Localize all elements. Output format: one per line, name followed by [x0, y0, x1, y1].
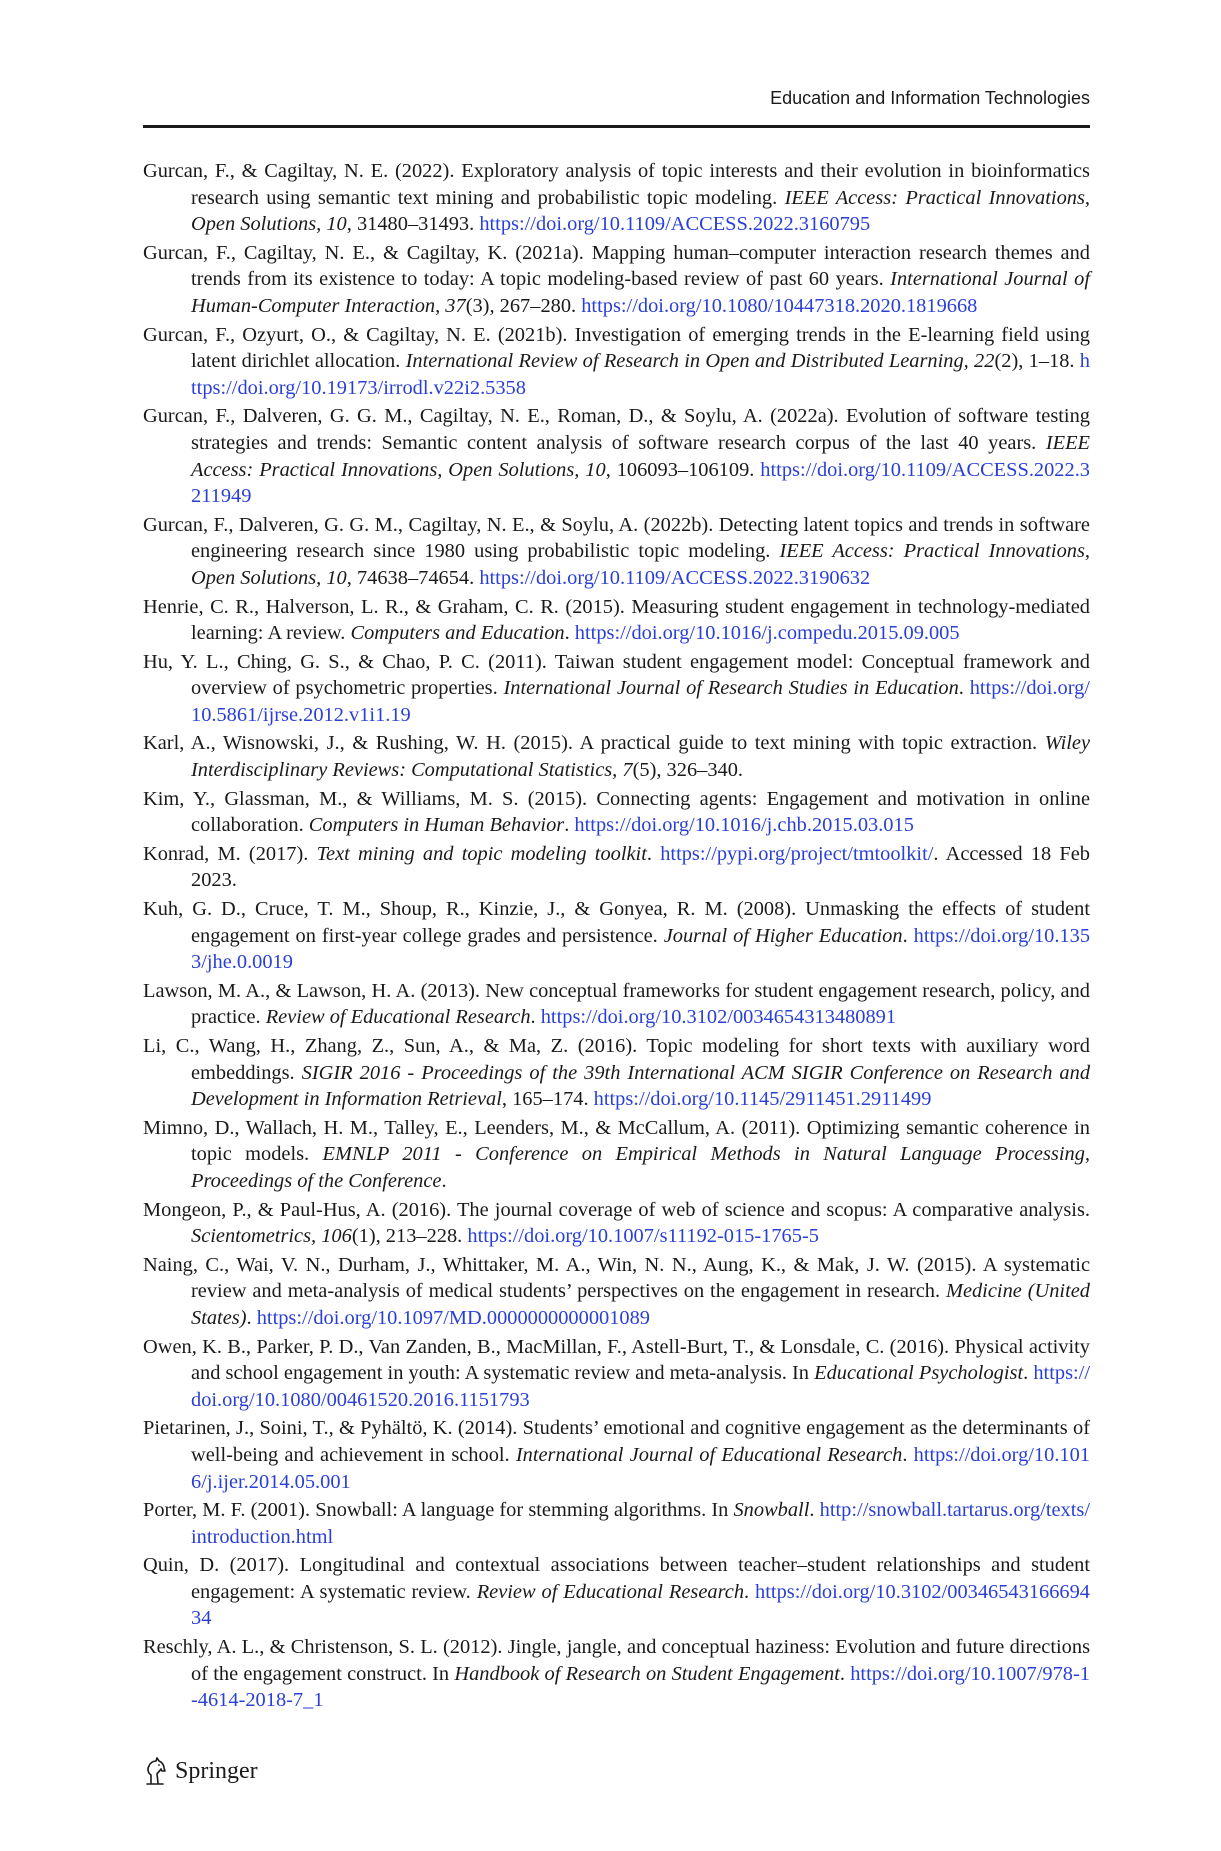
- doi-link[interactable]: https://doi.org/10.3102/0034654316669434: [191, 1580, 1090, 1630]
- doi-link[interactable]: https://doi.org/10.19173/irrodl.v22i2.5358: [191, 350, 1090, 399]
- ref-source: Computers in Human Behavior: [308, 814, 565, 837]
- doi-link[interactable]: https://doi.org/10.1016/j.ijer.2014.05.001: [191, 1443, 1090, 1493]
- ref-text: , 74638–74654.: [346, 566, 480, 589]
- running-head: Education and Information Technologies: [770, 88, 1090, 108]
- reference-entry: [143, 649, 1090, 729]
- ref-text: Mimno, D., Wallach, H. M., Talley, E., Leenders, M., & McCallum, A. (2011). Optimizing semantic coherence in topic models.: [143, 1116, 1090, 1166]
- reference-entry: [143, 1033, 1090, 1113]
- reference-entry: [143, 240, 1090, 320]
- ref-text: .: [246, 1306, 257, 1329]
- ref-text: .: [530, 1006, 541, 1029]
- ref-source: Snowball: [733, 1499, 810, 1522]
- ref-source: International Journal of Human-Computer Interaction, 37: [191, 268, 1090, 317]
- ref-text: .: [839, 1662, 851, 1685]
- reference-entry: [143, 1334, 1090, 1414]
- doi-link[interactable]: https://doi.org/10.1353/jhe.0.0019: [191, 924, 1091, 974]
- url-link[interactable]: https://pypi.org/project/tmtoolkit/: [660, 842, 934, 865]
- ref-text: , 165–174.: [501, 1088, 594, 1111]
- ref-text: .: [441, 1169, 447, 1192]
- doi-link[interactable]: https://doi.org/10.3102/0034654313480891: [540, 1006, 897, 1029]
- ref-text: . Accessed 18 Feb 2023.: [191, 842, 1090, 892]
- doi-link[interactable]: https://doi.org/10.1109/ACCESS.2022.3190632: [479, 566, 871, 589]
- reference-entry: [143, 512, 1090, 592]
- doi-link[interactable]: https://doi.org/10.1145/2911451.2911499: [593, 1088, 932, 1111]
- reference-entry: [143, 594, 1090, 647]
- ref-text: .: [646, 842, 661, 865]
- ref-text: , 106093–106109.: [605, 458, 761, 481]
- ref-text: Quin, D. (2017). Longitudinal and contextual associations between teacher–student relationships and student engagement: A systematic review.: [143, 1554, 1090, 1603]
- ref-text: Naing, C., Wai, V. N., Durham, J., Whittaker, M. A., Win, N. N., Aung, K., & Mak, J. W. (2015). A systematic review and meta-analysis of medical students’ perspectives on the engagement in research.: [143, 1253, 1090, 1303]
- reference-list: [143, 158, 1090, 1716]
- reference-entry: [143, 322, 1090, 402]
- ref-source: Handbook of Research on Student Engagement: [454, 1662, 840, 1685]
- ref-text: Pietarinen, J., Soini, T., & Pyhältö, K. (2014). Students’ emotional and cognitive engagement as the determinants of well-being and achievement in school.: [143, 1417, 1090, 1466]
- doi-link[interactable]: https://doi.org/10.1097/MD.0000000000001089: [256, 1306, 650, 1329]
- ref-source: Computers and Education: [350, 622, 565, 645]
- reference-entry: [143, 158, 1090, 238]
- ref-source: Review of Educational Research: [476, 1580, 745, 1603]
- ref-source: IEEE Access: Practical Innovations, Open Solutions, 10: [191, 431, 1090, 481]
- reference-entry: [143, 1415, 1090, 1495]
- ref-source: International Journal of Research Studies in Education: [503, 677, 959, 700]
- ref-text: .: [902, 924, 914, 947]
- ref-text: Owen, K. B., Parker, P. D., Van Zanden, B., MacMillan, F., Astell-Burt, T., & Lonsdale, C. (2016). Physical activity and school engagement in youth: A systematic review and meta-analysis. In: [143, 1335, 1090, 1385]
- ref-text: Kuh, G. D., Cruce, T. M., Shoup, R., Kinzie, J., & Gonyea, R. M. (2008). Unmasking the effects of student engagement on first-year college grades and persistence.: [143, 898, 1090, 947]
- ref-source: IEEE Access: Practical Innovations, Open Solutions, 10: [191, 186, 1090, 236]
- ref-source: Text mining and topic modeling toolkit: [316, 842, 647, 865]
- doi-link[interactable]: https://doi.org/10.1109/ACCESS.2022.3211949: [191, 458, 1090, 508]
- ref-text: Henrie, C. R., Halverson, L. R., & Graham, C. R. (2015). Measuring student engagement in technology-mediated learning: A review.: [143, 595, 1090, 645]
- ref-text: Karl, A., Wisnowski, J., & Rushing, W. H. (2015). A practical guide to text mining with topic extraction.: [143, 732, 1045, 755]
- doi-link[interactable]: https://doi.org/10.1007/s11192-015-1765-5: [467, 1225, 819, 1248]
- ref-source: Educational Psychologist: [814, 1362, 1024, 1385]
- ref-text: .: [958, 677, 970, 700]
- ref-source: SIGIR 2016 - Proceedings of the 39th International ACM SIGIR Conference on Research and Development in Information Retrieval: [191, 1061, 1091, 1111]
- doi-link[interactable]: https://doi.org/10.1080/10447318.2020.1819668: [581, 294, 978, 317]
- reference-entry: [143, 1115, 1090, 1195]
- ref-source: Scientometrics, 106: [191, 1225, 352, 1248]
- reference-entry: [143, 730, 1090, 783]
- ref-source: Wiley Interdisciplinary Reviews: Computational Statistics, 7: [191, 732, 1090, 782]
- doi-link[interactable]: https://doi.org/10.1007/978-1-4614-2018-7_1: [191, 1662, 1090, 1712]
- doi-link[interactable]: https://doi.org/10.5861/ijrse.2012.v1i1.19: [191, 677, 1090, 726]
- ref-source: Review of Educational Research: [265, 1006, 531, 1029]
- ref-source: IEEE Access: Practical Innovations, Open Solutions, 10: [191, 540, 1090, 589]
- ref-text: Porter, M. F. (2001). Snowball: A language for stemming algorithms. In: [143, 1499, 734, 1522]
- ref-text: Mongeon, P., & Paul-Hus, A. (2016). The journal coverage of web of science and scopus: A comparative analysis.: [143, 1198, 1090, 1221]
- ref-text: .: [564, 622, 575, 645]
- reference-entry: [143, 896, 1090, 976]
- page-footer: [143, 1755, 258, 1787]
- doi-link[interactable]: https://doi.org/10.1016/j.chb.2015.03.015: [574, 814, 914, 837]
- ref-text: Reschly, A. L., & Christenson, S. L. (2012). Jingle, jangle, and conceptual haziness: Evolution and future directions of the engagement construct. In: [143, 1636, 1090, 1685]
- reference-entry: [143, 1197, 1090, 1250]
- ref-text: .: [744, 1580, 756, 1603]
- ref-text: Gurcan, F., Ozyurt, O., & Cagiltay, N. E. (2021b). Investigation of emerging trends in the E-learning field using latent dirichlet allocation.: [143, 323, 1090, 373]
- ref-source: EMNLP 2011 - Conference on Empirical Methods in Natural Language Processing, Proceedings of the Conference: [191, 1143, 1090, 1192]
- reference-entry: [143, 1634, 1090, 1714]
- reference-entry: [143, 1497, 1090, 1550]
- ref-text: Lawson, M. A., & Lawson, H. A. (2013). New conceptual frameworks for student engagement research, policy, and practice.: [143, 979, 1090, 1029]
- ref-source: Journal of Higher Education: [663, 924, 903, 947]
- header-rule: [143, 125, 1090, 128]
- ref-text: Li, C., Wang, H., Zhang, Z., Sun, A., & Ma, Z. (2016). Topic modeling for short texts with auxiliary word embeddings.: [143, 1035, 1090, 1084]
- ref-text: .: [1023, 1362, 1034, 1385]
- ref-source: International Review of Research in Open and Distributed Learning, 22: [405, 350, 995, 373]
- ref-text: (2), 1–18.: [994, 350, 1080, 373]
- reference-entry: [143, 978, 1090, 1031]
- doi-link[interactable]: https://doi.org/10.1080/00461520.2016.1151793: [191, 1362, 1090, 1411]
- ref-text: Kim, Y., Glassman, M., & Williams, M. S. (2015). Connecting agents: Engagement and motivation in online collaboration.: [143, 787, 1090, 837]
- ref-text: Gurcan, F., Cagiltay, N. E., & Cagiltay, K. (2021a). Mapping human–computer interaction research themes and trends from its existence to today: A topic modeling-based review of past 60 years.: [143, 241, 1090, 291]
- doi-link[interactable]: https://doi.org/10.1109/ACCESS.2022.3160795: [479, 213, 871, 236]
- reference-entry: [143, 841, 1090, 894]
- ref-text: .: [902, 1443, 914, 1466]
- ref-text: (5), 326–340.: [632, 759, 744, 782]
- url-link[interactable]: http://snowball.tartarus.org/texts/introduction.html: [191, 1499, 1090, 1548]
- reference-entry: [143, 403, 1090, 509]
- ref-text: .: [809, 1499, 820, 1522]
- ref-text: , 31480–31493.: [346, 213, 480, 236]
- reference-entry: [143, 1552, 1090, 1632]
- ref-text: (1), 213–228.: [351, 1225, 468, 1248]
- ref-text: Gurcan, F., Dalveren, G. G. M., Cagiltay, N. E., Roman, D., & Soylu, A. (2022a). Evolution of software testing strategies and trends: Semantic content analysis of software research corpus of the last 40 years.: [143, 405, 1090, 454]
- ref-text: Gurcan, F., & Cagiltay, N. E. (2022). Exploratory analysis of topic interests and their evolution in bioinformatics research using semantic text mining and probabilistic topic modeling.: [143, 160, 1090, 209]
- ref-text: .: [564, 814, 575, 837]
- ref-text: Konrad, M. (2017).: [143, 842, 317, 865]
- ref-text: Gurcan, F., Dalveren, G. G. M., Cagiltay, N. E., & Soylu, A. (2022b). Detecting latent topics and trends in software engineering research since 1980 using probabilistic topic modeling.: [143, 513, 1090, 563]
- springer-horse-icon: [143, 1756, 169, 1786]
- reference-entry: [143, 1252, 1090, 1332]
- ref-text: (3), 267–280.: [465, 294, 582, 317]
- ref-source: International Journal of Educational Research: [515, 1443, 903, 1466]
- publisher-name: Springer: [175, 1757, 258, 1784]
- ref-text: Hu, Y. L., Ching, G. S., & Chao, P. C. (2011). Taiwan student engagement model: Conceptual framework and overview of psychometric properties.: [143, 650, 1090, 700]
- ref-source: Medicine (United States): [191, 1280, 1090, 1329]
- reference-entry: [143, 786, 1090, 839]
- doi-link[interactable]: https://doi.org/10.1016/j.compedu.2015.09.005: [574, 622, 960, 645]
